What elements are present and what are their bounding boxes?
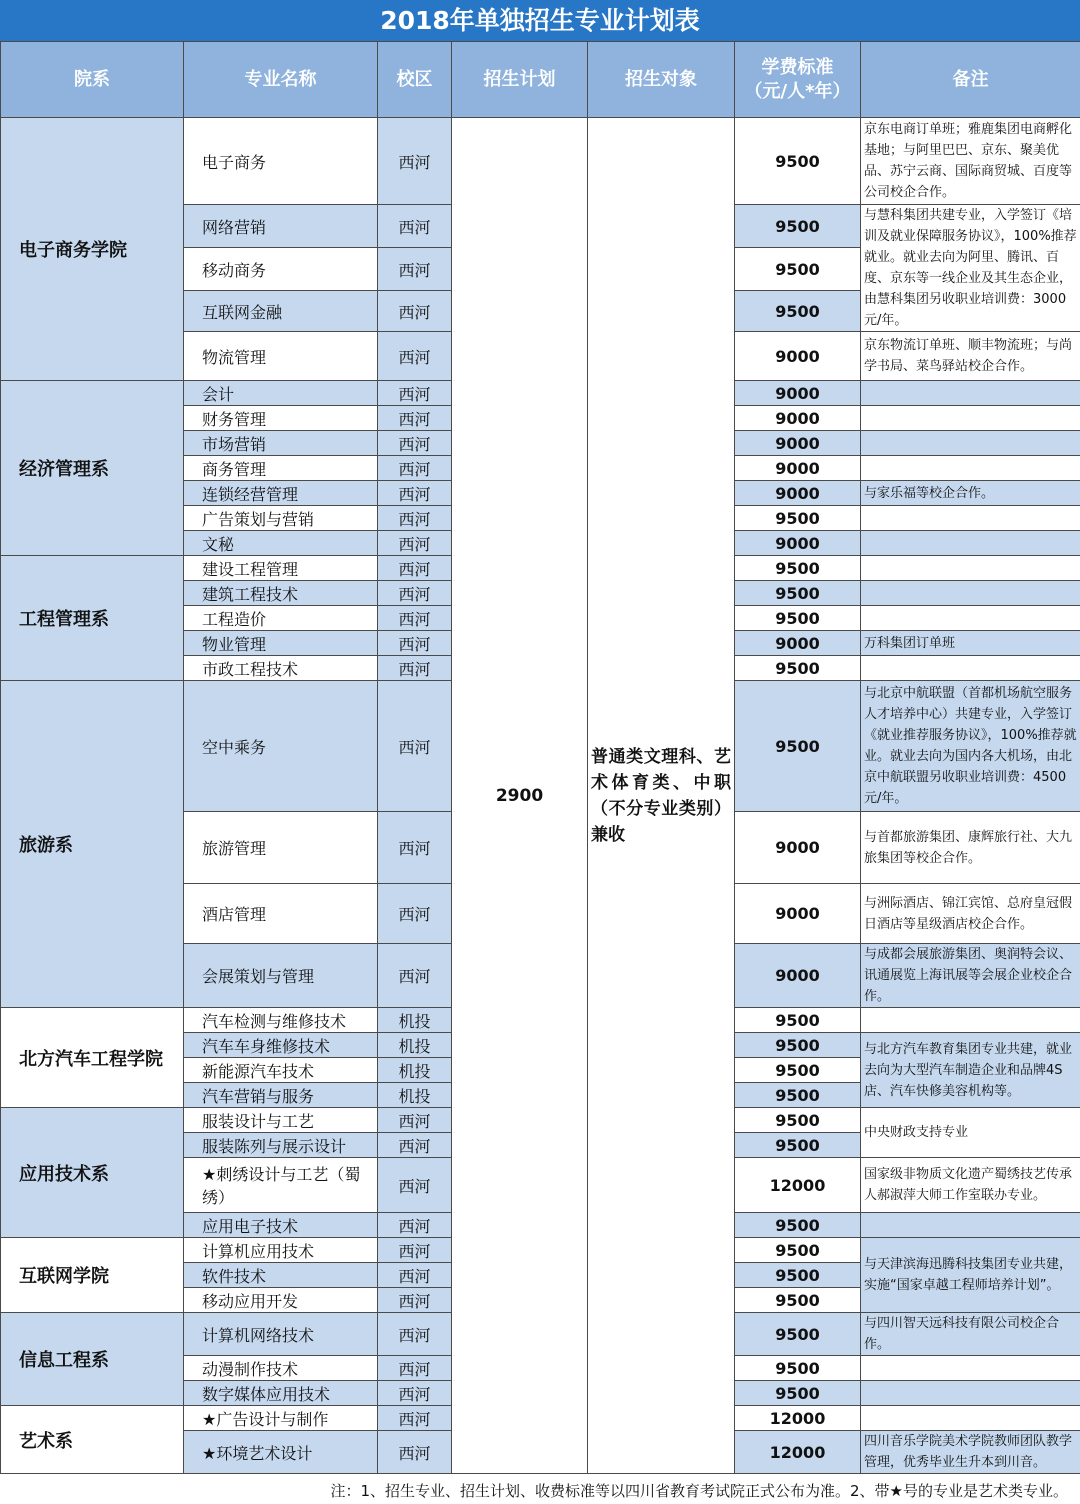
program-cell: 建筑工程技术 — [184, 581, 378, 606]
fee-cell: 9500 — [735, 118, 861, 205]
note-cell — [861, 506, 1080, 531]
header-department: 院系 — [1, 42, 184, 118]
campus-cell: 西河 — [378, 1133, 452, 1158]
program-cell: 汽车营销与服务 — [184, 1083, 378, 1108]
fee-cell: 9500 — [735, 1238, 861, 1263]
fee-cell: 12000 — [735, 1158, 861, 1213]
campus-cell: 西河 — [378, 1313, 452, 1356]
note-cell — [861, 531, 1080, 556]
program-cell: ★刺绣设计与工艺（蜀绣） — [184, 1158, 378, 1213]
note-cell — [861, 1381, 1080, 1406]
department-cell: 北方汽车工程学院 — [1, 1008, 184, 1108]
fee-cell: 9500 — [735, 205, 861, 248]
plan-cell: 2900 — [452, 118, 588, 1474]
campus-cell: 西河 — [378, 656, 452, 681]
note-cell: 与北方汽车教育集团专业共建，就业去向为大型汽车制造企业和品牌4S店、汽车快修美容机构等。 — [861, 1033, 1080, 1108]
campus-cell: 西河 — [378, 531, 452, 556]
fee-cell: 9500 — [735, 581, 861, 606]
campus-cell: 西河 — [378, 581, 452, 606]
fee-cell: 9500 — [735, 656, 861, 681]
header-plan: 招生计划 — [452, 42, 588, 118]
target-cell: 普通类文理科、艺术体育类、中职（不分专业类别）兼收 — [588, 118, 735, 1474]
program-cell: 空中乘务 — [184, 681, 378, 812]
note-cell — [861, 381, 1080, 406]
campus-cell: 西河 — [378, 1381, 452, 1406]
program-cell: 动漫制作技术 — [184, 1356, 378, 1381]
campus-cell: 西河 — [378, 812, 452, 884]
fee-cell: 9000 — [735, 431, 861, 456]
program-cell: 商务管理 — [184, 456, 378, 481]
campus-cell: 西河 — [378, 1356, 452, 1381]
table-row — [1, 118, 1080, 205]
campus-cell: 西河 — [378, 456, 452, 481]
note-cell: 四川音乐学院美术学院教师团队教学管理，优秀毕业生升本到川音。 — [861, 1431, 1080, 1474]
fee-cell: 9500 — [735, 1008, 861, 1033]
note-cell — [861, 1213, 1080, 1238]
department-cell: 工程管理系 — [1, 556, 184, 681]
note-cell: 与慧科集团共建专业，入学签订《培训及就业保障服务协议》，100%推荐就业。就业去向为阿里、腾讯、百度、京东等一线企业及其生态企业，由慧科集团另收职业培训费：3000元/年。 — [861, 205, 1080, 332]
note-cell — [861, 1356, 1080, 1381]
program-cell: 工程造价 — [184, 606, 378, 631]
campus-cell: 西河 — [378, 631, 452, 656]
fee-cell: 9000 — [735, 332, 861, 381]
fee-cell: 9000 — [735, 531, 861, 556]
campus-cell: 西河 — [378, 606, 452, 631]
fee-cell: 9000 — [735, 381, 861, 406]
fee-cell: 9000 — [735, 944, 861, 1008]
page-title: 2018年单独招生专业计划表 — [0, 0, 1080, 41]
campus-cell: 西河 — [378, 481, 452, 506]
campus-cell: 西河 — [378, 431, 452, 456]
program-cell: 市场营销 — [184, 431, 378, 456]
fee-cell: 9500 — [735, 1058, 861, 1083]
fee-cell: 9500 — [735, 1083, 861, 1108]
fee-cell: 9000 — [735, 884, 861, 944]
campus-cell: 机投 — [378, 1083, 452, 1108]
department-cell: 艺术系 — [1, 1406, 184, 1474]
campus-cell: 西河 — [378, 1158, 452, 1213]
fee-cell: 9000 — [735, 631, 861, 656]
campus-cell: 机投 — [378, 1008, 452, 1033]
fee-cell: 9500 — [735, 606, 861, 631]
department-cell: 经济管理系 — [1, 381, 184, 556]
program-cell: 旅游管理 — [184, 812, 378, 884]
program-cell: 计算机网络技术 — [184, 1313, 378, 1356]
program-cell: 软件技术 — [184, 1263, 378, 1288]
note-cell: 万科集团订单班 — [861, 631, 1080, 656]
note-cell: 与洲际酒店、锦江宾馆、总府皇冠假日酒店等星级酒店校企合作。 — [861, 884, 1080, 944]
note-cell — [861, 1406, 1080, 1431]
note-cell: 京东物流订单班、顺丰物流班；与尚学书局、菜鸟驿站校企合作。 — [861, 332, 1080, 381]
header-program: 专业名称 — [184, 42, 378, 118]
program-cell: 汽车车身维修技术 — [184, 1033, 378, 1058]
note-cell: 与成都会展旅游集团、奥润特会议、讯通展览上海讯展等会展企业校企合作。 — [861, 944, 1080, 1008]
campus-cell: 西河 — [378, 1263, 452, 1288]
note-cell: 与天津滨海迅腾科技集团专业共建，实施“国家卓越工程师培养计划”。 — [861, 1238, 1080, 1313]
program-cell: 新能源汽车技术 — [184, 1058, 378, 1083]
program-cell: 会计 — [184, 381, 378, 406]
fee-cell: 9000 — [735, 812, 861, 884]
campus-cell: 西河 — [378, 205, 452, 248]
fee-cell: 9500 — [735, 1263, 861, 1288]
campus-cell: 西河 — [378, 1288, 452, 1313]
fee-cell: 9500 — [735, 1288, 861, 1313]
campus-cell: 西河 — [378, 248, 452, 291]
program-cell: 汽车检测与维修技术 — [184, 1008, 378, 1033]
campus-cell: 西河 — [378, 1238, 452, 1263]
fee-cell: 9500 — [735, 1356, 861, 1381]
program-cell: 会展策划与管理 — [184, 944, 378, 1008]
campus-cell: 机投 — [378, 1058, 452, 1083]
note-cell — [861, 456, 1080, 481]
program-cell: 计算机应用技术 — [184, 1238, 378, 1263]
campus-cell: 西河 — [378, 406, 452, 431]
department-cell: 电子商务学院 — [1, 118, 184, 381]
note-cell: 国家级非物质文化遗产蜀绣技艺传承人郝淑萍大师工作室联办专业。 — [861, 1158, 1080, 1213]
campus-cell: 西河 — [378, 1108, 452, 1133]
program-cell: 财务管理 — [184, 406, 378, 431]
program-cell: 电子商务 — [184, 118, 378, 205]
campus-cell: 西河 — [378, 1431, 452, 1474]
department-cell: 旅游系 — [1, 681, 184, 1008]
campus-cell: 西河 — [378, 556, 452, 581]
campus-cell: 西河 — [378, 291, 452, 332]
campus-cell: 机投 — [378, 1033, 452, 1058]
program-cell: 酒店管理 — [184, 884, 378, 944]
header-campus: 校区 — [378, 42, 452, 118]
campus-cell: 西河 — [378, 381, 452, 406]
program-cell: 互联网金融 — [184, 291, 378, 332]
note-cell — [861, 1008, 1080, 1033]
program-cell: 移动应用开发 — [184, 1288, 378, 1313]
header-notes: 备注 — [861, 42, 1080, 118]
fee-cell: 9500 — [735, 1033, 861, 1058]
header-target: 招生对象 — [588, 42, 735, 118]
header-fee: 学费标准 （元/人*年） — [735, 42, 861, 118]
campus-cell: 西河 — [378, 332, 452, 381]
program-cell: 应用电子技术 — [184, 1213, 378, 1238]
fee-cell: 12000 — [735, 1406, 861, 1431]
program-cell: 物流管理 — [184, 332, 378, 381]
fee-cell: 12000 — [735, 1431, 861, 1474]
campus-cell: 西河 — [378, 1213, 452, 1238]
department-cell: 信息工程系 — [1, 1313, 184, 1406]
fee-cell: 9500 — [735, 1108, 861, 1133]
fee-cell: 9500 — [735, 291, 861, 332]
table-header-row — [1, 42, 1080, 118]
note-cell — [861, 606, 1080, 631]
note-cell — [861, 581, 1080, 606]
campus-cell: 西河 — [378, 681, 452, 812]
campus-cell: 西河 — [378, 506, 452, 531]
fee-cell: 9500 — [735, 1381, 861, 1406]
fee-cell: 9000 — [735, 456, 861, 481]
program-cell: 服装陈列与展示设计 — [184, 1133, 378, 1158]
footer-note: 注：1、招生专业、招生计划、收费标准等以四川省教育考试院正式公布为准。2、带★号的专业是艺术类专业。 — [330, 1482, 1068, 1500]
program-cell: ★环境艺术设计 — [184, 1431, 378, 1474]
fee-cell: 9500 — [735, 248, 861, 291]
program-cell: 物业管理 — [184, 631, 378, 656]
program-cell: 移动商务 — [184, 248, 378, 291]
fee-cell: 9000 — [735, 481, 861, 506]
campus-cell: 西河 — [378, 884, 452, 944]
department-cell: 应用技术系 — [1, 1108, 184, 1238]
program-cell: 文秘 — [184, 531, 378, 556]
enrollment-plan-table — [0, 41, 1080, 1474]
program-cell: 市政工程技术 — [184, 656, 378, 681]
program-cell: 广告策划与营销 — [184, 506, 378, 531]
campus-cell: 西河 — [378, 1406, 452, 1431]
note-cell: 与家乐福等校企合作。 — [861, 481, 1080, 506]
campus-cell: 西河 — [378, 118, 452, 205]
fee-cell: 9500 — [735, 1213, 861, 1238]
note-cell: 与北京中航联盟（首都机场航空服务人才培养中心）共建专业，入学签订《就业推荐服务协议》，100%推荐就业。就业去向为国内各大机场，由北京中航联盟另收职业培训费：4500元/年。 — [861, 681, 1080, 812]
program-cell: ★广告设计与制作 — [184, 1406, 378, 1431]
note-cell: 与四川智天远科技有限公司校企合作。 — [861, 1313, 1080, 1356]
department-cell: 互联网学院 — [1, 1238, 184, 1313]
note-cell: 京东电商订单班；雅鹿集团电商孵化基地；与阿里巴巴、京东、聚美优品、苏宁云商、国际商贸城、百度等公司校企合作。 — [861, 118, 1080, 205]
program-cell: 数字媒体应用技术 — [184, 1381, 378, 1406]
program-cell: 连锁经营管理 — [184, 481, 378, 506]
fee-cell: 9500 — [735, 506, 861, 531]
note-cell — [861, 656, 1080, 681]
note-cell: 与首都旅游集团、康辉旅行社、大九旅集团等校企合作。 — [861, 812, 1080, 884]
note-cell: 中央财政支持专业 — [861, 1108, 1080, 1158]
fee-cell: 9500 — [735, 1133, 861, 1158]
program-cell: 网络营销 — [184, 205, 378, 248]
note-cell — [861, 431, 1080, 456]
fee-cell: 9500 — [735, 556, 861, 581]
fee-cell: 9500 — [735, 681, 861, 812]
campus-cell: 西河 — [378, 944, 452, 1008]
note-cell — [861, 556, 1080, 581]
program-cell: 服装设计与工艺 — [184, 1108, 378, 1133]
fee-cell: 9500 — [735, 1313, 861, 1356]
fee-cell: 9000 — [735, 406, 861, 431]
note-cell — [861, 406, 1080, 431]
program-cell: 建设工程管理 — [184, 556, 378, 581]
